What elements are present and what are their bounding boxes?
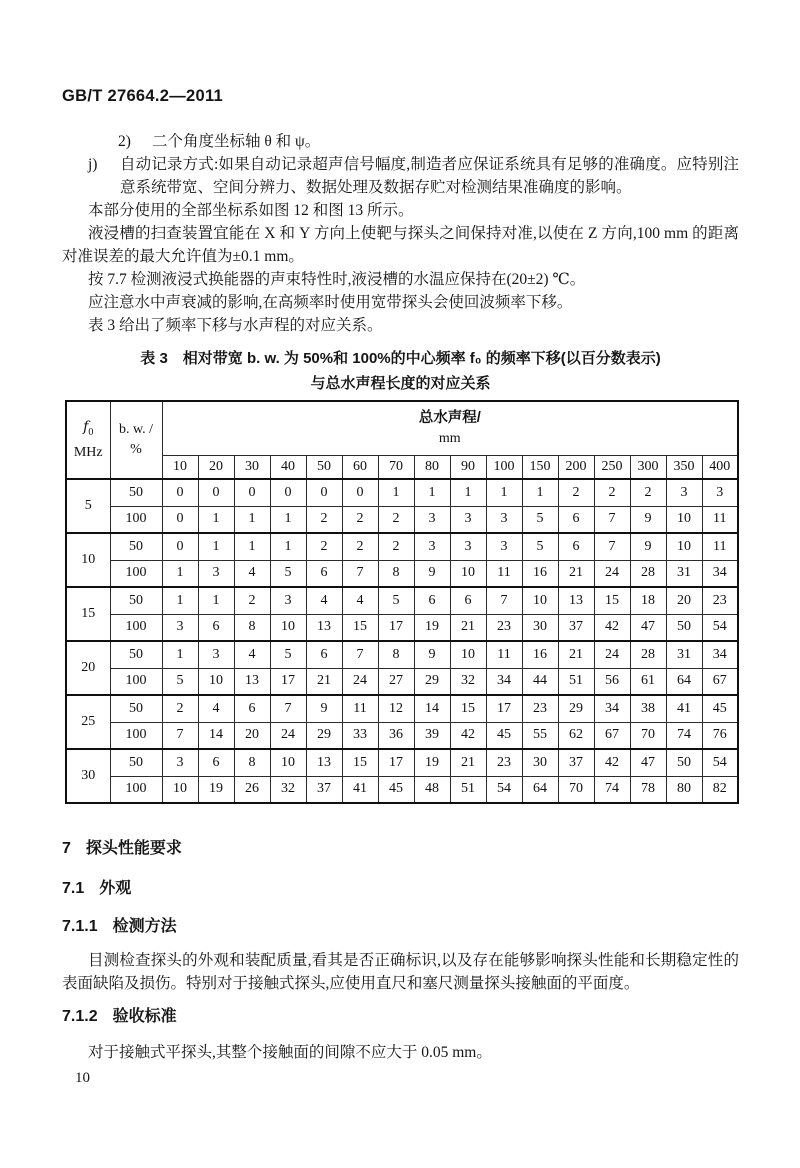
column-header: 90	[450, 455, 486, 479]
cell-value: 1	[450, 479, 486, 506]
cell-value: 5	[378, 587, 414, 614]
cell-value: 7	[270, 695, 306, 722]
cell-value: 11	[486, 641, 522, 668]
list-item-2-marker: 2)	[118, 133, 131, 150]
paragraph-7-1-1: 目测检查探头的外观和装配质量,看其是否正确标识,以及存在能够影响探头性能和长期稳定性的表面缺陷及损伤。特别对于接触式探头,应使用直尺和塞尺测量探头接触面的平面度。	[62, 952, 739, 992]
cell-value: 82	[702, 776, 738, 803]
cell-value: 23	[702, 587, 738, 614]
cell-value: 6	[198, 614, 234, 641]
section-number: 7.1.1	[62, 918, 98, 935]
cell-f0: 25	[66, 695, 110, 749]
cell-bw: 100	[110, 560, 162, 587]
table3-header-row-2	[66, 455, 738, 479]
cell-value: 3	[414, 506, 450, 533]
table-row	[66, 749, 738, 776]
standard-code: GB/T 27664.2—2011	[62, 87, 224, 105]
cell-value: 14	[414, 695, 450, 722]
cell-value: 6	[306, 641, 342, 668]
table-row	[66, 668, 738, 695]
cell-value: 19	[414, 614, 450, 641]
cell-bw: 50	[110, 479, 162, 506]
table3-title-line1: 表 3 相对带宽 b. w. 为 50%和 100%的中心频率 f₀ 的频率下移(以百分数表示)	[140, 350, 661, 367]
cell-value: 16	[522, 641, 558, 668]
cell-value: 1	[162, 560, 198, 587]
cell-value: 1	[270, 533, 306, 560]
table3-title	[62, 346, 739, 396]
cell-f0: 10	[66, 533, 110, 587]
cell-value: 51	[558, 668, 594, 695]
cell-value: 4	[306, 587, 342, 614]
column-header: 20	[198, 455, 234, 479]
page-number: 10	[75, 1070, 90, 1086]
cell-value: 45	[702, 695, 738, 722]
cell-value: 11	[702, 533, 738, 560]
cell-value: 24	[594, 641, 630, 668]
bw-unit: %	[130, 442, 142, 457]
cell-bw: 50	[110, 749, 162, 776]
cell-value: 19	[414, 749, 450, 776]
cell-value: 13	[558, 587, 594, 614]
cell-value: 17	[486, 695, 522, 722]
cell-bw: 100	[110, 776, 162, 803]
cell-value: 45	[486, 722, 522, 749]
cell-value: 55	[522, 722, 558, 749]
cell-bw: 50	[110, 533, 162, 560]
cell-value: 24	[594, 560, 630, 587]
cell-value: 3	[162, 614, 198, 641]
cell-value: 3	[486, 533, 522, 560]
header-cell-f0	[66, 401, 110, 479]
cell-value: 3	[198, 641, 234, 668]
cell-value: 1	[234, 506, 270, 533]
cell-value: 32	[450, 668, 486, 695]
section-title: 检测方法	[112, 918, 177, 935]
table-row	[66, 614, 738, 641]
intro-paragraphs	[62, 199, 739, 337]
cell-value: 34	[486, 668, 522, 695]
column-header: 50	[306, 455, 342, 479]
table-row	[66, 695, 738, 722]
cell-value: 4	[234, 560, 270, 587]
cell-value: 8	[234, 749, 270, 776]
cell-value: 47	[630, 614, 666, 641]
cell-value: 9	[630, 533, 666, 560]
cell-value: 4	[342, 587, 378, 614]
cell-value: 32	[270, 776, 306, 803]
cell-value: 0	[162, 506, 198, 533]
table-row	[66, 533, 738, 560]
cell-value: 45	[378, 776, 414, 803]
cell-value: 11	[486, 560, 522, 587]
cell-value: 62	[558, 722, 594, 749]
cell-bw: 50	[110, 587, 162, 614]
cell-value: 23	[486, 749, 522, 776]
cell-value: 15	[342, 614, 378, 641]
cell-bw: 50	[110, 641, 162, 668]
column-header: 40	[270, 455, 306, 479]
column-header: 100	[486, 455, 522, 479]
cell-value: 39	[414, 722, 450, 749]
cell-value: 80	[666, 776, 702, 803]
cell-f0: 20	[66, 641, 110, 695]
cell-value: 3	[414, 533, 450, 560]
cell-value: 67	[594, 722, 630, 749]
cell-value: 54	[702, 749, 738, 776]
table-row	[66, 722, 738, 749]
cell-value: 36	[378, 722, 414, 749]
cell-value: 1	[414, 479, 450, 506]
cell-value: 1	[270, 506, 306, 533]
cell-value: 5	[522, 506, 558, 533]
cell-value: 5	[162, 668, 198, 695]
cell-value: 5	[522, 533, 558, 560]
cell-value: 42	[594, 749, 630, 776]
cell-bw: 100	[110, 722, 162, 749]
cell-value: 2	[558, 479, 594, 506]
cell-value: 29	[306, 722, 342, 749]
cell-value: 33	[342, 722, 378, 749]
cell-value: 54	[486, 776, 522, 803]
cell-value: 23	[522, 695, 558, 722]
cell-value: 4	[234, 641, 270, 668]
cell-value: 74	[666, 722, 702, 749]
column-header: 10	[162, 455, 198, 479]
table3	[65, 400, 739, 804]
cell-value: 70	[630, 722, 666, 749]
cell-value: 37	[558, 749, 594, 776]
cell-value: 16	[522, 560, 558, 587]
column-header: 30	[234, 455, 270, 479]
list-item-j-text: 自动记录方式:如果自动记录超声信号幅度,制造者应保证系统具有足够的准确度。应特别注意系统带宽、空间分辨力、数据处理及数据存贮对检测结果准确度的影响。	[120, 156, 739, 196]
cell-value: 9	[630, 506, 666, 533]
section-title: 验收标准	[112, 1008, 177, 1025]
header-cell-bw	[110, 401, 162, 479]
cell-value: 0	[306, 479, 342, 506]
water-path-label: 总水声程/	[418, 410, 481, 427]
cell-value: 7	[162, 722, 198, 749]
cell-value: 9	[306, 695, 342, 722]
cell-value: 3	[486, 506, 522, 533]
cell-value: 3	[450, 506, 486, 533]
cell-value: 15	[342, 749, 378, 776]
cell-value: 14	[198, 722, 234, 749]
cell-value: 24	[342, 668, 378, 695]
cell-value: 17	[270, 668, 306, 695]
cell-value: 6	[198, 749, 234, 776]
cell-value: 1	[198, 506, 234, 533]
cell-value: 1	[162, 641, 198, 668]
table-row	[66, 776, 738, 803]
cell-value: 27	[378, 668, 414, 695]
column-header: 80	[414, 455, 450, 479]
cell-value: 30	[522, 614, 558, 641]
section-heading-7	[62, 838, 739, 860]
cell-value: 44	[522, 668, 558, 695]
table3-body	[66, 479, 738, 803]
section-number: 7	[62, 840, 71, 857]
cell-value: 31	[666, 560, 702, 587]
cell-value: 1	[162, 587, 198, 614]
bw-label: b. w. /	[118, 422, 154, 437]
cell-value: 21	[306, 668, 342, 695]
cell-value: 10	[522, 587, 558, 614]
water-path-unit: mm	[438, 431, 461, 447]
cell-value: 51	[450, 776, 486, 803]
cell-value: 2	[306, 506, 342, 533]
section-title: 外观	[99, 880, 132, 897]
cell-value: 3	[450, 533, 486, 560]
cell-value: 3	[270, 587, 306, 614]
cell-value: 70	[558, 776, 594, 803]
cell-value: 48	[414, 776, 450, 803]
column-header: 200	[558, 455, 594, 479]
cell-value: 1	[198, 533, 234, 560]
column-header: 300	[630, 455, 666, 479]
cell-value: 34	[702, 560, 738, 587]
column-header: 350	[666, 455, 702, 479]
cell-value: 21	[558, 560, 594, 587]
cell-value: 7	[342, 641, 378, 668]
cell-f0: 5	[66, 479, 110, 533]
cell-value: 0	[198, 479, 234, 506]
section-title: 探头性能要求	[85, 840, 182, 857]
cell-value: 50	[666, 614, 702, 641]
cell-value: 13	[306, 749, 342, 776]
cell-value: 34	[702, 641, 738, 668]
cell-value: 26	[234, 776, 270, 803]
cell-value: 2	[594, 479, 630, 506]
cell-value: 10	[270, 614, 306, 641]
cell-value: 76	[702, 722, 738, 749]
cell-bw: 100	[110, 506, 162, 533]
cell-value: 20	[234, 722, 270, 749]
cell-bw: 100	[110, 614, 162, 641]
table3-title-line2: 与总水声程长度的对应关系	[310, 375, 491, 392]
cell-value: 1	[522, 479, 558, 506]
cell-value: 17	[378, 749, 414, 776]
cell-value: 11	[342, 695, 378, 722]
cell-value: 11	[702, 506, 738, 533]
cell-value: 15	[450, 695, 486, 722]
table-row	[66, 560, 738, 587]
cell-value: 7	[486, 587, 522, 614]
cell-value: 7	[594, 506, 630, 533]
section-number: 7.1.2	[62, 1008, 98, 1025]
f0-symbol: $f_0$	[83, 419, 94, 438]
cell-value: 41	[666, 695, 702, 722]
cell-value: 0	[162, 479, 198, 506]
cell-value: 3	[666, 479, 702, 506]
cell-value: 3	[162, 749, 198, 776]
cell-value: 61	[630, 668, 666, 695]
intro-paragraph: 本部分使用的全部坐标系如图 12 和图 13 所示。	[88, 202, 414, 219]
cell-value: 10	[450, 560, 486, 587]
cell-value: 8	[378, 560, 414, 587]
section-heading-7-1-2	[62, 1006, 739, 1028]
list-item-2	[118, 130, 739, 153]
cell-value: 21	[450, 749, 486, 776]
table-row	[66, 479, 738, 506]
table-row	[66, 506, 738, 533]
list-item-2-text: 二个角度坐标轴 θ 和 ψ。	[152, 133, 321, 150]
cell-value: 24	[270, 722, 306, 749]
cell-value: 64	[666, 668, 702, 695]
cell-value: 6	[450, 587, 486, 614]
intro-section	[62, 130, 739, 337]
cell-value: 0	[234, 479, 270, 506]
cell-value: 64	[522, 776, 558, 803]
cell-value: 41	[342, 776, 378, 803]
cell-value: 2	[630, 479, 666, 506]
cell-value: 67	[702, 668, 738, 695]
cell-value: 28	[630, 560, 666, 587]
cell-value: 2	[162, 695, 198, 722]
list-item-j	[88, 153, 739, 199]
cell-value: 21	[558, 641, 594, 668]
cell-value: 54	[702, 614, 738, 641]
cell-value: 2	[378, 506, 414, 533]
cell-value: 7	[342, 560, 378, 587]
cell-value: 0	[162, 533, 198, 560]
cell-value: 37	[306, 776, 342, 803]
table3-header-row-1	[66, 401, 738, 455]
cell-value: 29	[414, 668, 450, 695]
cell-value: 2	[342, 506, 378, 533]
cell-value: 18	[630, 587, 666, 614]
cell-value: 17	[378, 614, 414, 641]
cell-value: 6	[234, 695, 270, 722]
cell-value: 15	[594, 587, 630, 614]
cell-value: 1	[486, 479, 522, 506]
intro-paragraph: 应注意水中声衰减的影响,在高频率时使用宽带探头会使回波频率下移。	[88, 294, 573, 311]
cell-value: 5	[270, 641, 306, 668]
intro-paragraph: 液浸槽的扫查装置宜能在 X 和 Y 方向上使靶与探头之间保持对准,以使在 Z 方向,100 mm 的距离对准误差的最大允许值为±0.1 mm。	[62, 225, 739, 265]
cell-value: 3	[198, 560, 234, 587]
cell-bw: 50	[110, 695, 162, 722]
cell-value: 0	[270, 479, 306, 506]
cell-value: 37	[558, 614, 594, 641]
section-heading-7-1	[62, 878, 739, 900]
cell-value: 1	[234, 533, 270, 560]
cell-value: 6	[558, 506, 594, 533]
column-header: 150	[522, 455, 558, 479]
cell-value: 2	[234, 587, 270, 614]
cell-value: 34	[594, 695, 630, 722]
paragraph-7-1-2: 对于接触式平探头,其整个接触面的间隙不应大于 0.05 mm。	[88, 1044, 492, 1061]
column-header: 60	[342, 455, 378, 479]
list-item-j-marker: j)	[88, 156, 98, 173]
cell-value: 0	[342, 479, 378, 506]
section-number: 7.1	[62, 880, 85, 897]
cell-value: 50	[666, 749, 702, 776]
cell-value: 6	[558, 533, 594, 560]
cell-value: 42	[594, 614, 630, 641]
intro-paragraph: 按 7.7 检测液浸式换能器的声束特性时,液浸槽的水温应保持在(20±2) ℃。	[88, 271, 586, 288]
cell-value: 2	[378, 533, 414, 560]
cell-value: 30	[522, 749, 558, 776]
cell-value: 5	[270, 560, 306, 587]
cell-value: 1	[378, 479, 414, 506]
cell-value: 10	[666, 506, 702, 533]
column-header: 400	[702, 455, 738, 479]
table-row	[66, 587, 738, 614]
cell-value: 10	[162, 776, 198, 803]
cell-value: 13	[306, 614, 342, 641]
cell-value: 6	[414, 587, 450, 614]
cell-value: 42	[450, 722, 486, 749]
cell-value: 29	[558, 695, 594, 722]
cell-value: 74	[594, 776, 630, 803]
cell-value: 12	[378, 695, 414, 722]
cell-value: 10	[666, 533, 702, 560]
table3-header	[66, 401, 738, 479]
cell-value: 56	[594, 668, 630, 695]
cell-value: 6	[306, 560, 342, 587]
cell-value: 2	[342, 533, 378, 560]
cell-value: 10	[198, 668, 234, 695]
cell-value: 1	[198, 587, 234, 614]
cell-value: 19	[198, 776, 234, 803]
cell-value: 2	[306, 533, 342, 560]
cell-value: 10	[450, 641, 486, 668]
cell-value: 47	[630, 749, 666, 776]
cell-value: 7	[594, 533, 630, 560]
cell-value: 23	[486, 614, 522, 641]
cell-value: 8	[234, 614, 270, 641]
cell-value: 10	[270, 749, 306, 776]
cell-value: 31	[666, 641, 702, 668]
column-header: 250	[594, 455, 630, 479]
cell-value: 3	[702, 479, 738, 506]
cell-value: 8	[378, 641, 414, 668]
section-heading-7-1-1	[62, 916, 739, 938]
cell-bw: 100	[110, 668, 162, 695]
table-row	[66, 641, 738, 668]
cell-value: 78	[630, 776, 666, 803]
cell-value: 4	[198, 695, 234, 722]
cell-value: 13	[234, 668, 270, 695]
cell-value: 9	[414, 641, 450, 668]
cell-value: 38	[630, 695, 666, 722]
cell-f0: 30	[66, 749, 110, 803]
cell-f0: 15	[66, 587, 110, 641]
cell-value: 20	[666, 587, 702, 614]
cell-value: 21	[450, 614, 486, 641]
cell-value: 9	[414, 560, 450, 587]
f0-unit: MHz	[73, 444, 103, 460]
column-header: 70	[378, 455, 414, 479]
header-cell-water-path	[162, 401, 738, 455]
intro-paragraph: 表 3 给出了频率下移与水声程的对应关系。	[88, 317, 383, 334]
cell-value: 28	[630, 641, 666, 668]
